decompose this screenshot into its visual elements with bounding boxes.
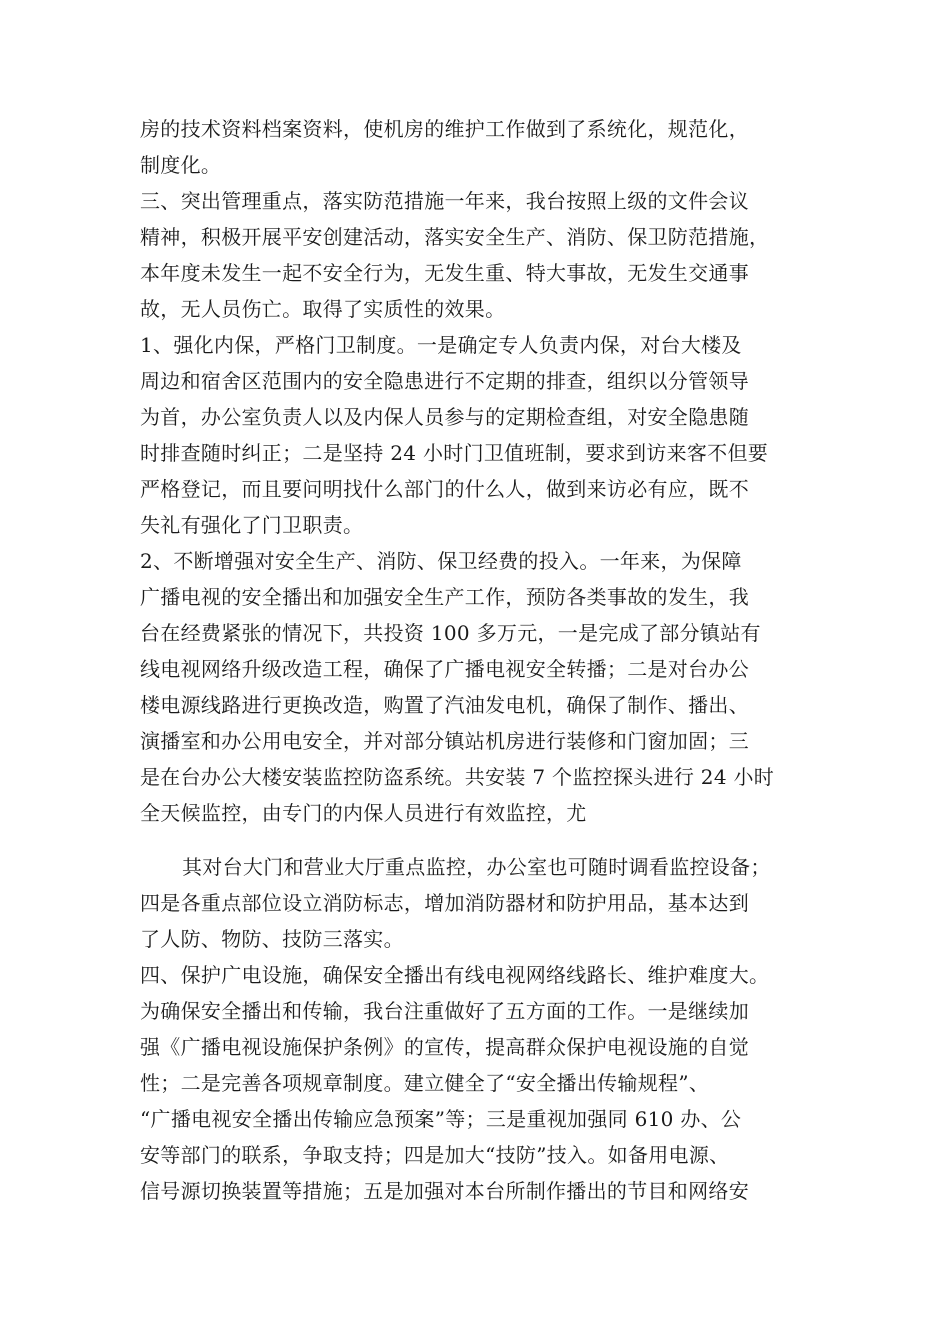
- text-block-top: [140, 111, 820, 831]
- text-line: 线电视网络升级改造工程，确保了广播电视安全转播；二是对台办公: [140, 657, 749, 681]
- text-line: 严格登记，而且要问明找什么部门的什么人，做到来访必有应，既不: [140, 477, 749, 501]
- text-line: 安等部门的联系，争取支持；四是加大“技防”技入。如备用电源、: [140, 1143, 730, 1167]
- text-line: 其对台大门和营业大厅重点监控，办公室也可随时调看监控设备；: [182, 855, 771, 879]
- text-line: 演播室和办公用电安全，并对部分镇站机房进行装修和门窗加固；三: [140, 729, 749, 753]
- text-block-bottom: [140, 849, 820, 1209]
- text-line: 故，无人员伤亡。取得了实质性的效果。: [140, 297, 506, 321]
- text-line: 制度化。: [140, 153, 222, 177]
- text-line: 性；二是完善各项规章制度。建立健全了“安全播出传输规程”、: [140, 1071, 710, 1095]
- text-line: 台在经费紧张的情况下，共投资 100 多万元，一是完成了部分镇站有: [140, 621, 761, 645]
- text-line: 四是各重点部位设立消防标志，增加消防器材和防护用品，基本达到: [140, 891, 749, 915]
- text-line: 强《广播电视设施保护条例》的宣传，提高群众保护电视设施的自觉: [140, 1035, 749, 1059]
- text-line: 四、保护广电设施，确保安全播出有线电视网络线路长、维护难度大。: [140, 963, 770, 987]
- text-line: 为首，办公室负责人以及内保人员参与的定期检查组，对安全隐患随: [140, 405, 749, 429]
- text-line: 房的技术资料档案资料，使机房的维护工作做到了系统化，规范化，: [140, 117, 749, 141]
- text-line: 三、突出管理重点，落实防范措施一年来，我台按照上级的文件会议: [140, 189, 749, 213]
- text-line: 楼电源线路进行更换改造，购置了汽油发电机，确保了制作、播出、: [140, 693, 749, 717]
- text-line: 1、强化内保，严格门卫制度。一是确定专人负责内保，对台大楼及: [140, 333, 742, 357]
- text-line: 时排查随时纠正；二是坚持 24 小时门卫值班制，要求到访来客不但要: [140, 441, 769, 465]
- text-line: 周边和宿舍区范围内的安全隐患进行不定期的排查，组织以分管领导: [140, 369, 749, 393]
- text-line: “广播电视安全播出传输应急预案”等；三是重视加强同 610 办、公: [140, 1107, 742, 1131]
- text-line: 了人防、物防、技防三落实。: [140, 927, 404, 951]
- text-line: 精神，积极开展平安创建活动，落实安全生产、消防、保卫防范措施，: [140, 225, 770, 249]
- text-line: 信号源切换装置等措施；五是加强对本台所制作播出的节目和网络安: [140, 1179, 749, 1203]
- text-line: 广播电视的安全播出和加强安全生产工作，预防各类事故的发生，我: [140, 585, 749, 609]
- text-line: 是在台办公大楼安装监控防盗系统。共安装 7 个监控探头进行 24 小时: [140, 765, 775, 789]
- text-line: 失礼有强化了门卫职责。: [140, 513, 364, 537]
- text-line: 本年度未发生一起不安全行为，无发生重、特大事故，无发生交通事: [140, 261, 749, 285]
- text-line: 为确保安全播出和传输，我台注重做好了五方面的工作。一是继续加: [140, 999, 749, 1023]
- text-line: 2、不断增强对安全生产、消防、保卫经费的投入。一年来，为保障: [140, 549, 742, 573]
- text-line: 全天候监控，由专门的内保人员进行有效监控，尤: [140, 801, 587, 825]
